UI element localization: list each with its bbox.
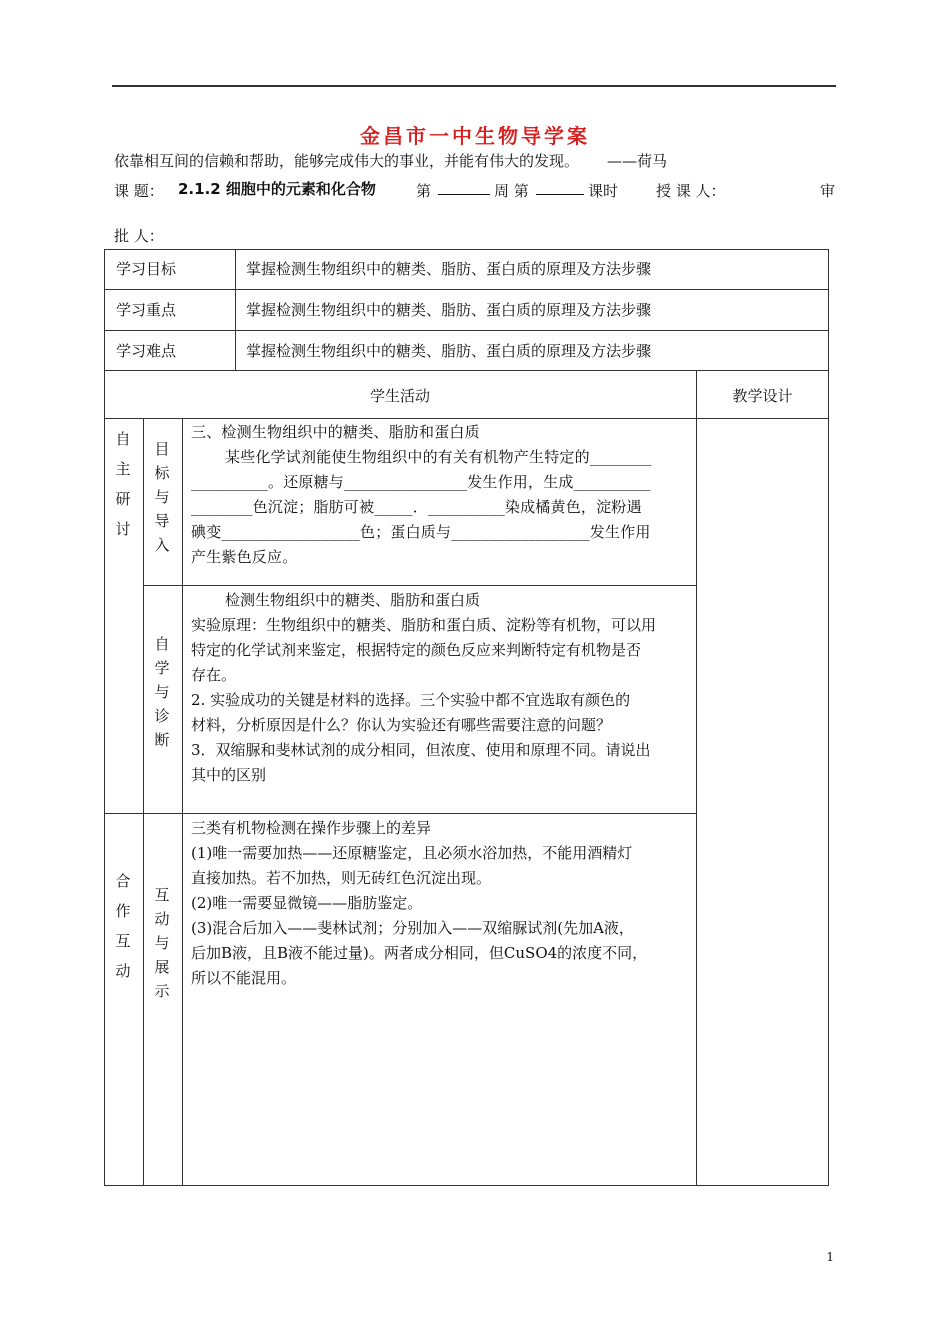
motto-line xyxy=(114,150,667,171)
lesson-line xyxy=(114,180,838,204)
goal-label: 学习目标 xyxy=(116,260,177,278)
difficulty-label: 学习难点 xyxy=(116,342,177,360)
focus-label: 学习重点 xyxy=(116,301,177,319)
section-self-study-label: 自 主 研 讨 xyxy=(115,430,131,538)
intro-line: 碘变__________________色；蛋白质与__________________发生作用 xyxy=(191,523,651,541)
motto-author: ——荷马 xyxy=(607,152,668,170)
lesson-label: 课 题： xyxy=(114,182,164,200)
diagnose-line: 存在。 xyxy=(191,666,237,684)
interact-heading: 三类有机物检测在操作步骤上的差异 xyxy=(191,819,432,837)
difficulty-text: 掌握检测生物组织中的糖类、脂肪、蛋白质的原理及方法步骤 xyxy=(246,342,652,360)
sub-col-divider xyxy=(182,418,183,1186)
week-suffix: 周 第 xyxy=(494,182,529,200)
goal-text: 掌握检测生物组织中的糖类、脂肪、蛋白质的原理及方法步骤 xyxy=(246,260,652,278)
intro-heading: 三、检测生物组织中的糖类、脂肪和蛋白质 xyxy=(191,423,480,441)
diagnose-line: 2. 实验成功的关键是材料的选择。三个实验中都不宜选取有颜色的 xyxy=(191,691,631,709)
interact-line: 直接加热。若不加热，则无砖红色沉淀出现。 xyxy=(191,869,492,887)
section-cooperation-label: 合 作 互 动 xyxy=(115,872,131,980)
header-rule xyxy=(112,85,836,87)
intro-content xyxy=(191,420,691,570)
diagnose-content xyxy=(191,588,691,788)
page-number: 1 xyxy=(826,1250,834,1264)
week-blank xyxy=(438,180,490,199)
intro-line: __________。还原糖与________________发生作用，生成__________ xyxy=(191,473,651,491)
row-divider xyxy=(143,585,696,586)
interact-line: 所以不能混用。 xyxy=(191,969,297,987)
interact-line: 后加B液，且B液不能过量)。两者成分相同，但CuSO4的浓度不同， xyxy=(191,944,648,962)
period-blank xyxy=(536,180,584,199)
interact-line: (2)唯一需要显微镜——脂肪鉴定。 xyxy=(191,894,423,912)
sub-diagnose-label: 自 学 与 诊 断 xyxy=(154,635,170,749)
col-design-header: 教学设计 xyxy=(732,387,793,405)
diagnose-line: 3．双缩脲和斐林试剂的成分相同，但浓度、使用和原理不同。请说出 xyxy=(191,741,651,759)
intro-line: ________色沉淀；脂肪可被_____．__________染成橘黄色，淀粉遇 xyxy=(191,498,642,516)
interact-content xyxy=(191,816,691,991)
goals-col-divider xyxy=(235,249,236,371)
sub-intro-label: 目 标 与 导 入 xyxy=(154,440,170,554)
focus-text: 掌握检测生物组织中的糖类、脂肪、蛋白质的原理及方法步骤 xyxy=(246,301,652,319)
approve-label: 批 人： xyxy=(114,227,164,245)
header-divider xyxy=(104,418,829,419)
teacher-label: 授 课 人： xyxy=(656,182,726,200)
sub-interact-label: 互 动 与 展 示 xyxy=(154,886,170,1000)
review-label: 审 xyxy=(820,182,836,200)
section-col-divider xyxy=(143,418,144,1186)
intro-line: 某些化学试剂能使生物组织中的有关有机物产生特定的________ xyxy=(225,448,652,466)
diagnose-line: 实验原理：生物组织中的糖类、脂肪和蛋白质、淀粉等有机物，可以用 xyxy=(191,616,657,634)
design-col-divider xyxy=(696,370,697,1186)
col-student-header: 学生活动 xyxy=(369,387,430,405)
diagnose-line: 特定的化学试剂来鉴定，根据特定的颜色反应来判断特定有机物是否 xyxy=(191,641,642,659)
diagnose-heading: 检测生物组织中的糖类、脂肪和蛋白质 xyxy=(225,591,481,609)
diagnose-line: 其中的区别 xyxy=(191,766,267,784)
period-suffix: 课时 xyxy=(588,182,619,200)
interact-line: (1)唯一需要加热——还原糖鉴定，且必须水浴加热，不能用酒精灯 xyxy=(191,844,633,862)
goals-divider xyxy=(104,289,829,290)
lesson-topic: 2.1.2 细胞中的元素和化合物 xyxy=(178,180,376,198)
diagnose-line: 材料，分析原因是什么？你认为实验还有哪些需要注意的问题？ xyxy=(191,716,612,734)
document-title: 金昌市一中生物导学案 xyxy=(360,124,590,148)
intro-line: 产生紫色反应。 xyxy=(191,548,298,566)
week-prefix: 第 xyxy=(416,182,432,200)
motto-text: 依靠相互间的信赖和帮助，能够完成伟大的事业，并能有伟大的发现。 xyxy=(114,152,580,170)
interact-line: (3)混合后加入——斐林试剂；分别加入——双缩脲试剂(先加A液， xyxy=(191,919,634,937)
section-divider xyxy=(104,813,696,814)
goals-divider xyxy=(104,330,829,331)
